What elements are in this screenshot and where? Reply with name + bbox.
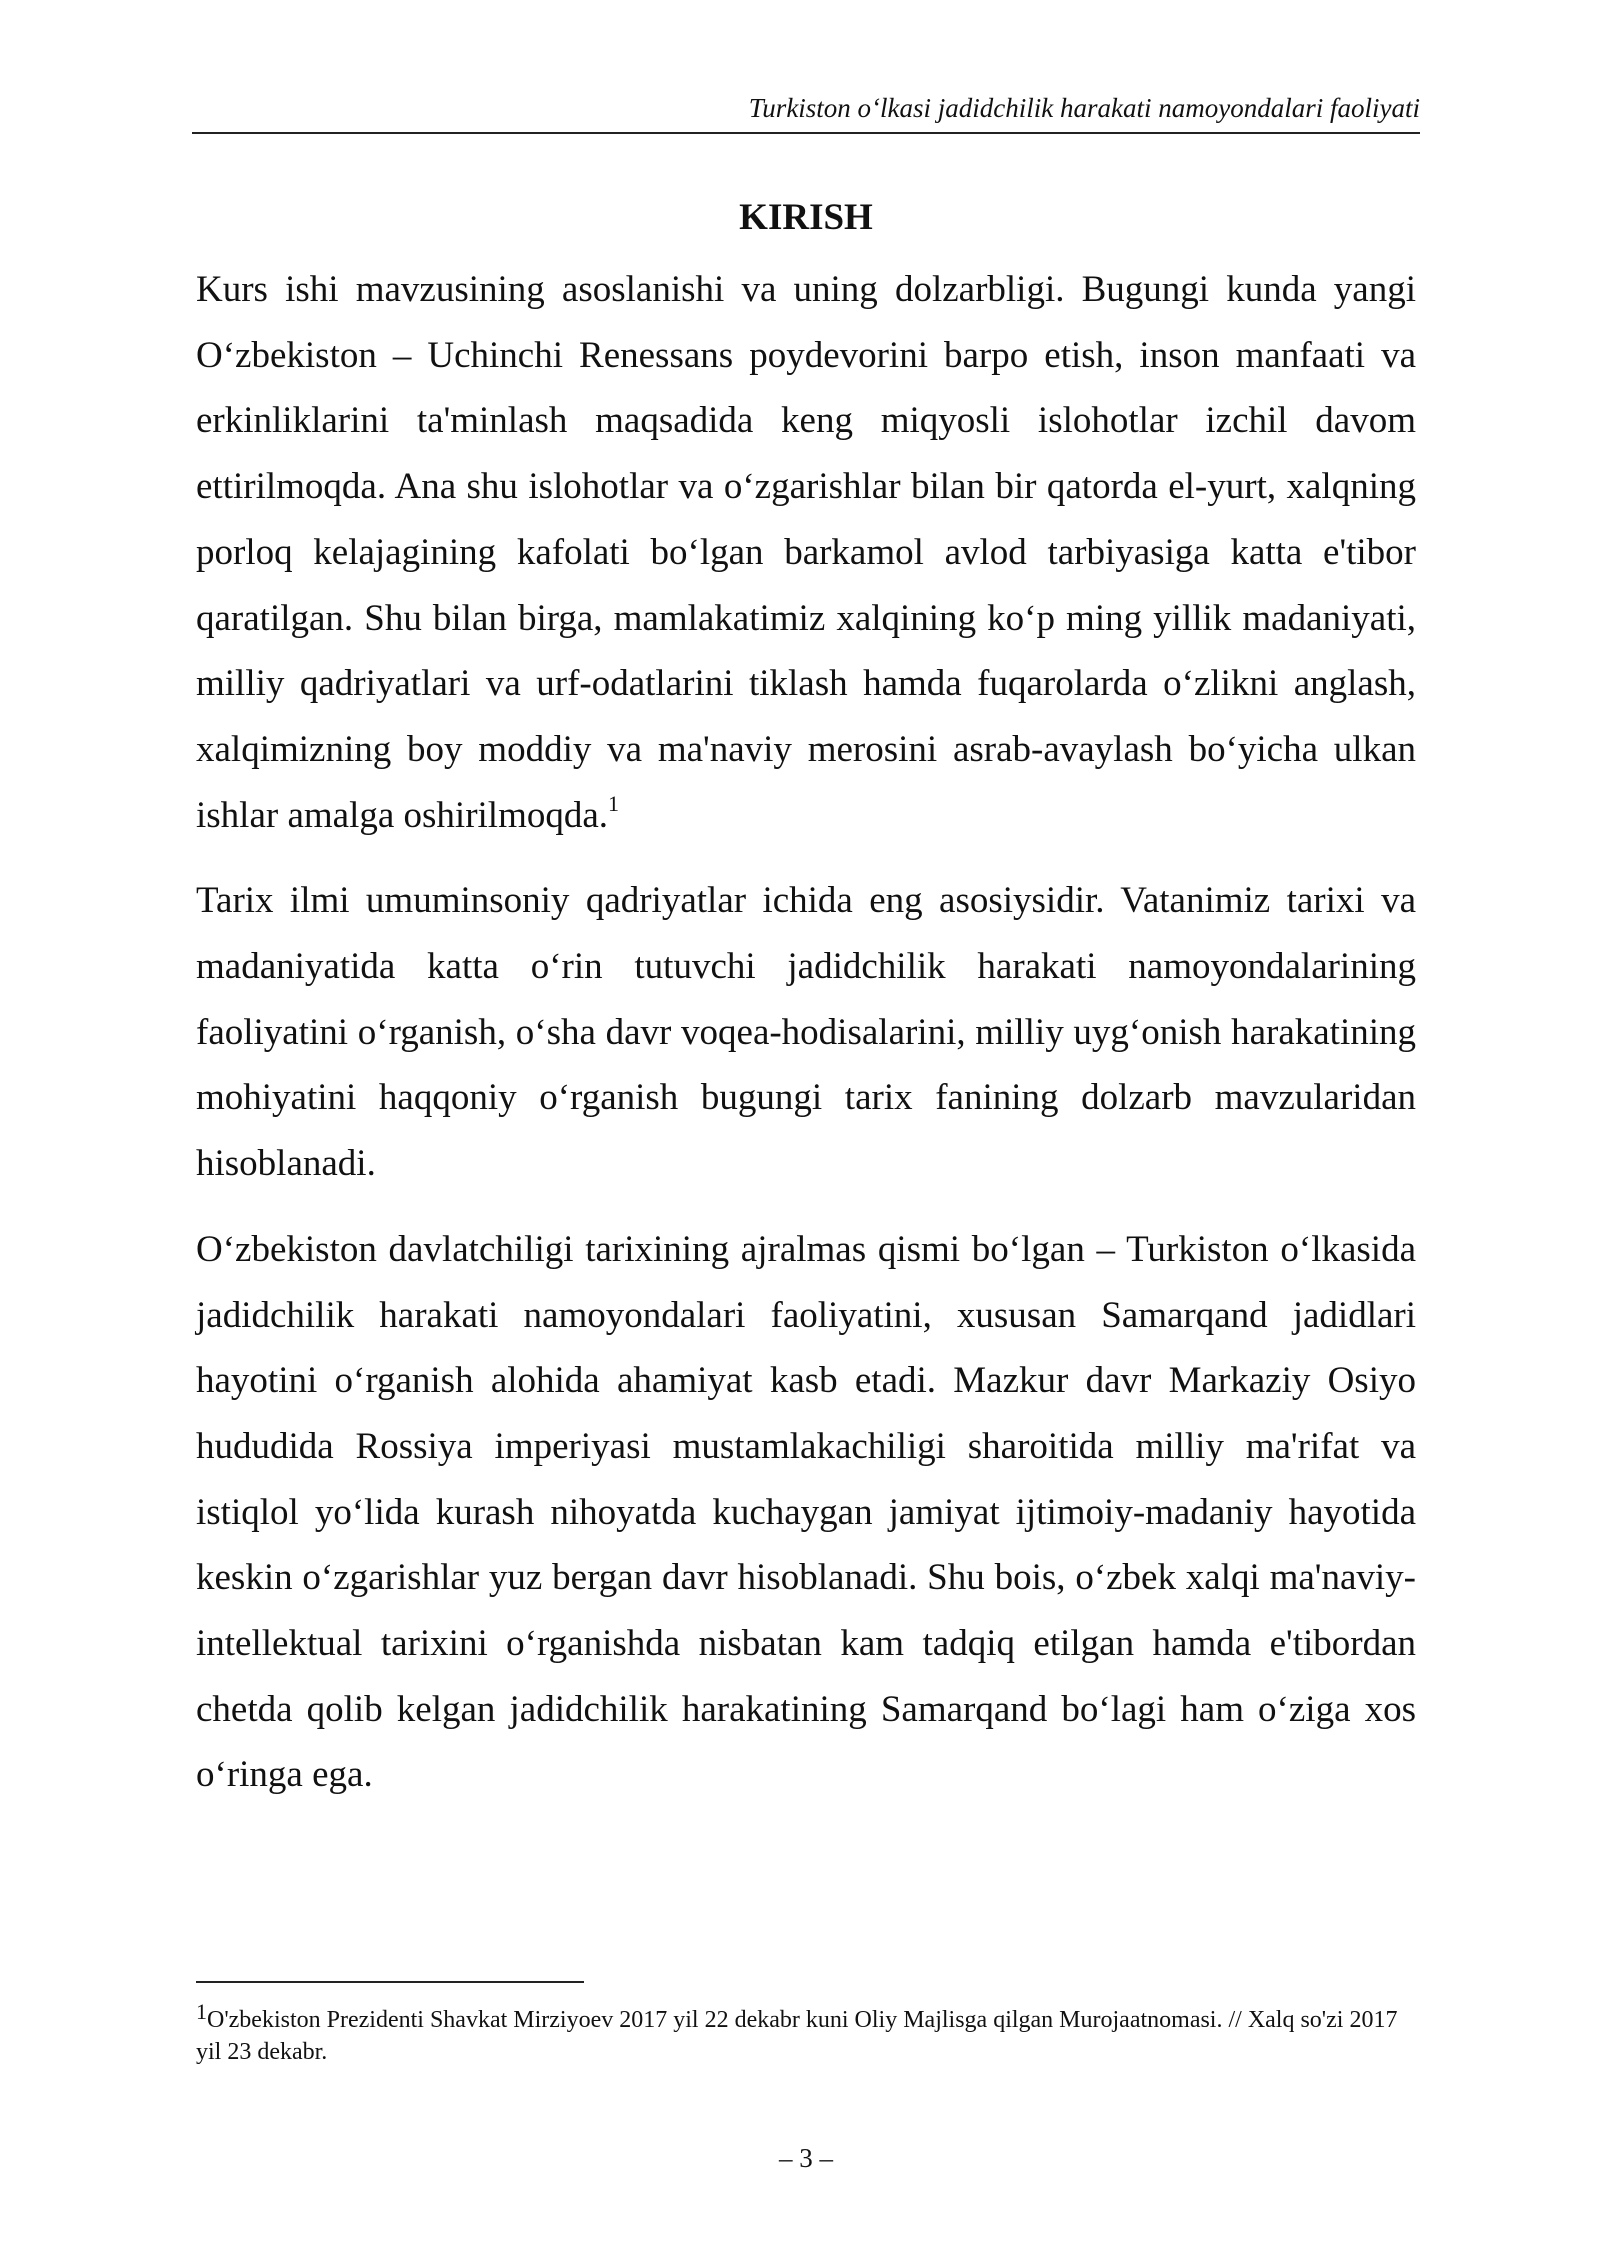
page-number: – 3 – — [779, 2143, 833, 2173]
footnote-rule — [196, 1981, 584, 1983]
paragraph-2: Tarix ilmi umuminsoniy qadriyatlar ichida eng asosiysidir. Vatanimiz tarixi va madaniyatida katta o‘rin tutuvchi jadidchilik harakati namoyondalarining faoliyatini o‘rganish, o‘sha davr voqea-hodisalarini, milliy uyg‘onish harakatining mohiyatini haqqoniy o‘rganish bugungi tarix fanining dolzarb mavzularidan hisoblanadi. — [196, 880, 1416, 1185]
footnote-text: O'zbekiston Prezidenti Shavkat Mirziyoev 2017 yil 22 dekabr kuni Oliy Majlisga qilgan Murojaatnomasi. // Xalq so'zi 2017 yil 23 dekabr. — [196, 2007, 1398, 2065]
section-heading: KIRISH — [739, 197, 873, 238]
running-header: Turkiston o‘lkasi jadidchilik harakati namoyondalari faoliyati — [748, 93, 1420, 123]
footnote-reference: 1 — [608, 790, 620, 816]
body-text — [196, 257, 1416, 1828]
paragraph-1 — [196, 257, 1416, 848]
header-rule — [192, 132, 1420, 134]
footnote — [196, 1999, 1416, 2068]
paragraph-1-text: Kurs ishi mavzusining asoslanishi va uning dolzarbligi. Bugungi kunda yangi O‘zbekiston – Uchinchi Renessans poydevorini barpo etish, inson manfaati va erkinliklarini ta'minlash maqsadida keng miqyosli islohotlar izchil davom ettirilmoqda. Ana shu islohotlar va o‘zgarishlar bilan bir qatorda el-yurt, xalqning porloq kelajagining kafolati bo‘lgan barkamol avlod tarbiyasiga katta e'tibor qaratilgan. Shu bilan birga, mamlakatimiz xalqining ko‘p ming yillik madaniyati, milliy qadriyatlari va urf-odatlarini tiklash hamda fuqarolarda o‘zlikni anglash, xalqimizning boy moddiy va ma'naviy merosini asrab-avaylash bo‘yicha ulkan ishlar amalga oshirilmoqda. — [196, 269, 1416, 836]
paragraph-3: O‘zbekiston davlatchiligi tarixining ajralmas qismi bo‘lgan – Turkiston o‘lkasida jadidchilik harakati namoyondalari faoliyatini, xususan Samarqand jadidlari hayotini o‘rganish alohida ahamiyat kasb etadi. Mazkur davr Markaziy Osiyo hududida Rossiya imperiyasi mustamlakachiligi sharoitida milliy ma'rifat va istiqlol yo‘lida kurash nihoyatda kuchaygan jamiyat ijtimoiy-madaniy hayotida keskin o‘zgarishlar yuz bergan davr hisoblanadi. Shu bois, o‘zbek xalqi ma'naviy-intellektual tarixini o‘rganishda nisbatan kam tadqiq etilgan hamda e'tibordan chetda qolib kelgan jadidchilik harakatining Samarqand bo‘lagi ham o‘ziga xos o‘ringa ega. — [196, 1228, 1416, 1796]
footnote-marker: 1 — [196, 1999, 207, 2024]
